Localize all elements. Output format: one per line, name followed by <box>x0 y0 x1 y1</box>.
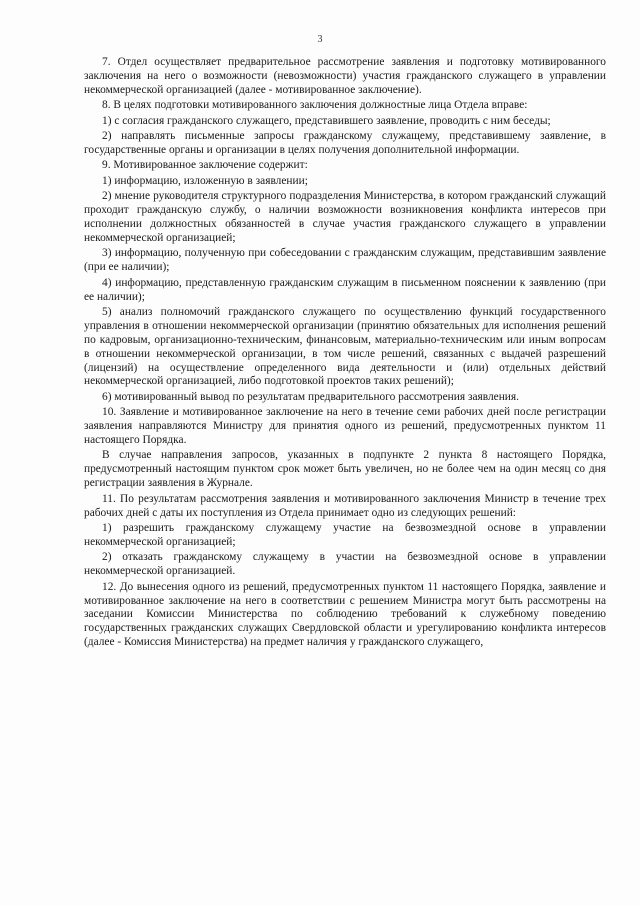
document-body <box>84 56 606 652</box>
paragraph-8: 8. В целях подготовки мотивированного заключения должностные лица Отдела вправе: <box>102 99 528 112</box>
paragraph-9-item-1: 1) информацию, изложенную в заявлении; <box>102 174 308 187</box>
page-number: 3 <box>317 34 323 45</box>
paragraph-7: 7. Отдел осуществляет предварительное рассмотрение заявления и подготовку мотивированного заключения на него о возможности (невозможности) участия гражданского служащего в управлении некоммерческой организацией (далее - мотивированное заключение). <box>84 56 606 96</box>
paragraph-8-item-2: 2) направлять письменные запросы гражданскому служащему, представившему заявление, в государственные органы и организации в целях получения дополнительной информации. <box>84 130 606 156</box>
paragraph-9: 9. Мотивированное заключение содержит: <box>102 159 308 172</box>
paragraph-12: 12. До вынесения одного из решений, предусмотренных пунктом 11 настоящего Порядка, заявление и мотивированное заключение на него в соответствии с решением Министра могут быть рассмотрены на заседании Комиссии Министерства по соблюдению требований к служебному поведению государственных гражданских служащих Свердловской области и урегулированию конфликта интересов (далее - Комиссия Министерства) на предмет наличия у гражданского служащего, <box>84 580 606 649</box>
paragraph-9-item-2: 2) мнение руководителя структурного подразделения Министерства, в котором гражданский служащий проходит гражданскую службу, о наличии возможности возникновения конфликта интересов при исполнении должностных обязанностей в случае участия гражданского служащего в управлении некоммерческой организацией; <box>84 190 606 244</box>
paragraph-9-item-3: 3) информацию, полученную при собеседовании с гражданским служащим, представившим заявление (при ее наличии); <box>84 247 606 274</box>
paragraph-9-item-5: 5) анализ полномочий гражданского служащего по осуществлению функций государственного управления в отношении некоммерческой организации (принятию обязательных для исполнения решений по кадровым, организационно-техническим, финансовым, материально-техническим или иным вопросам в отношении некоммерческой организации, в том числе решений, связанных с выдачей разрешений (лицензий) на осуществление определенного вида деятельности и (или) отдельных действий некоммерческой организацией, либо подготовкой проектов таких решений); <box>84 305 606 388</box>
paragraph-9-item-6: 6) мотивированный вывод по результатам предварительного рассмотрения заявления. <box>102 390 519 403</box>
paragraph-11-item-1: 1) разрешить гражданскому служащему участие на безвозмездной основе в управлении некоммерческой организацией; <box>84 522 606 548</box>
paragraph-11: 11. По результатам рассмотрения заявления и мотивированного заключения Министр в течение трех рабочих дней с даты их поступления из Отдела принимает одно из следующих решений: <box>84 492 606 519</box>
paragraph-9-item-4: 4) информацию, представленную гражданским служащим в письменном пояснении к заявлению (при ее наличии); <box>84 276 606 303</box>
paragraph-8-item-1: 1) с согласия гражданского служащего, представившего заявление, проводить с ним беседы; <box>102 114 551 127</box>
paragraph-11-item-2: 2) отказать гражданскому служащему в участии на безвозмездной основе в управлении некоммерческой организацией. <box>84 551 606 578</box>
paragraph-10: 10. Заявление и мотивированное заключение на него в течение семи рабочих дней после регистрации заявления направляются Министру для принятия одного из решений, предусмотренных пунктом 11 настоящего Порядка. <box>84 406 606 447</box>
paragraph-10-extension: В случае направления запросов, указанных в подпункте 2 пункта 8 настоящего Порядка, предусмотренный настоящим пунктом срок может быть увеличен, но не более чем на один месяц со дня регистрации заявления в Журнале. <box>84 449 606 490</box>
